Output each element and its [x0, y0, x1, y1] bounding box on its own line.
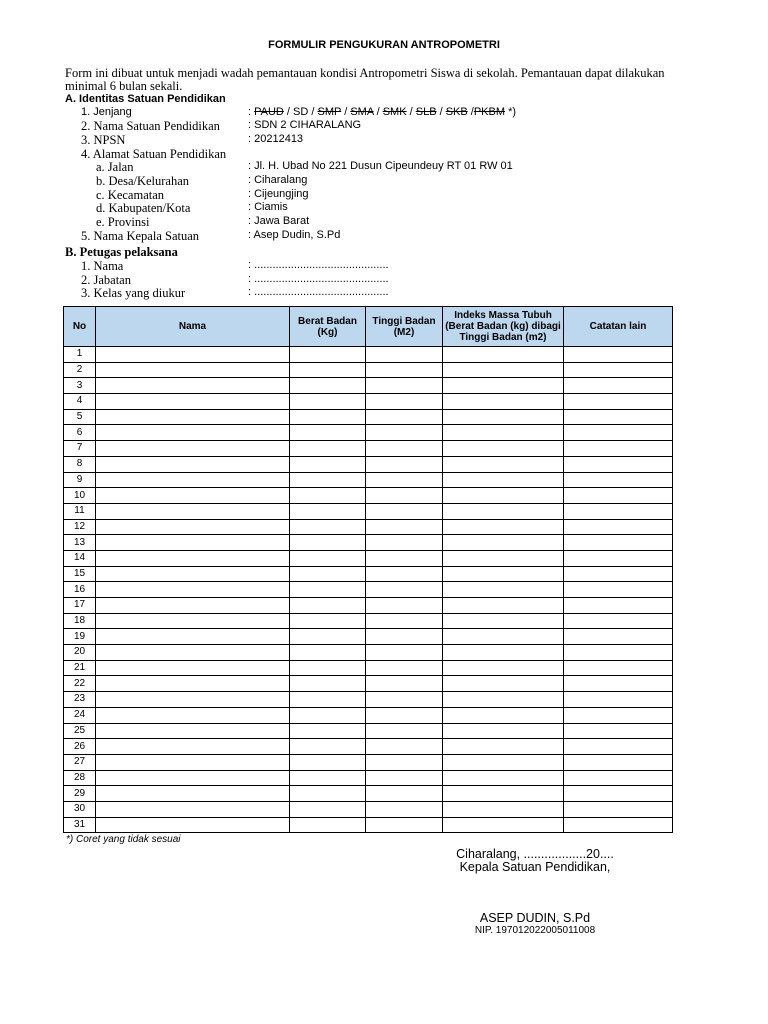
cell-nama[interactable]	[96, 503, 290, 519]
cell-nama[interactable]	[96, 598, 290, 614]
cell-catatan[interactable]	[564, 503, 673, 519]
cell-imt[interactable]	[443, 409, 564, 425]
cell-imt[interactable]	[443, 378, 564, 394]
cell-berat[interactable]	[290, 456, 366, 472]
table-row	[64, 817, 673, 833]
cell-tinggi[interactable]	[366, 441, 443, 457]
cell-berat[interactable]	[290, 692, 366, 708]
cell-berat[interactable]	[290, 676, 366, 692]
nama-satuan-label: 2. Nama Satuan Pendidikan	[81, 119, 220, 133]
signature-place-date: Ciharalang, ..................20....	[456, 847, 614, 861]
cell-no: 10	[64, 488, 96, 504]
cell-imt[interactable]	[443, 362, 564, 378]
cell-tinggi[interactable]	[366, 645, 443, 661]
cell-nama[interactable]	[96, 378, 290, 394]
cell-nama[interactable]	[96, 660, 290, 676]
table-row	[64, 362, 673, 378]
cell-nama[interactable]	[96, 770, 290, 786]
cell-berat[interactable]	[290, 770, 366, 786]
cell-nama[interactable]	[96, 629, 290, 645]
cell-tinggi[interactable]	[366, 786, 443, 802]
cell-tinggi[interactable]	[366, 613, 443, 629]
table-row	[64, 739, 673, 755]
cell-tinggi[interactable]	[366, 503, 443, 519]
cell-imt[interactable]	[443, 692, 564, 708]
cell-imt[interactable]	[443, 676, 564, 692]
table-row	[64, 582, 673, 598]
cell-berat[interactable]	[290, 645, 366, 661]
table-row	[64, 550, 673, 566]
table-row	[64, 676, 673, 692]
cell-tinggi[interactable]	[366, 817, 443, 833]
jenjang-label: 1. Jenjang	[81, 106, 132, 118]
cell-no: 23	[64, 692, 96, 708]
cell-imt[interactable]	[443, 488, 564, 504]
cell-no: 18	[64, 613, 96, 629]
cell-imt[interactable]	[443, 754, 564, 770]
kecamatan-label: c. Kecamatan	[96, 188, 165, 202]
cell-nama[interactable]	[96, 786, 290, 802]
cell-catatan[interactable]	[564, 535, 673, 551]
jenjang-option: SD	[293, 106, 309, 118]
cell-imt[interactable]	[443, 394, 564, 410]
cell-catatan[interactable]	[564, 566, 673, 582]
cell-nama[interactable]	[96, 645, 290, 661]
cell-catatan[interactable]	[564, 817, 673, 833]
jenjang-separator: /	[373, 106, 383, 118]
signature-role: Kepala Satuan Pendidikan,	[459, 860, 611, 874]
cell-nama[interactable]	[96, 566, 290, 582]
table-row	[64, 786, 673, 802]
petugas-nama-row	[0, 259, 768, 273]
cell-berat[interactable]	[290, 629, 366, 645]
table-body	[64, 347, 673, 833]
cell-imt[interactable]	[443, 786, 564, 802]
cell-no: 12	[64, 519, 96, 535]
table-row	[64, 754, 673, 770]
cell-catatan[interactable]	[564, 550, 673, 566]
table-row	[64, 409, 673, 425]
cell-nama[interactable]	[96, 739, 290, 755]
cell-tinggi[interactable]	[366, 425, 443, 441]
cell-berat[interactable]	[290, 598, 366, 614]
cell-nama[interactable]	[96, 582, 290, 598]
cell-nama[interactable]	[96, 394, 290, 410]
petugas-nama-label: 1. Nama	[81, 259, 124, 273]
cell-catatan[interactable]	[564, 629, 673, 645]
cell-berat[interactable]	[290, 754, 366, 770]
cell-catatan[interactable]	[564, 378, 673, 394]
cell-catatan[interactable]	[564, 394, 673, 410]
cell-tinggi[interactable]	[366, 676, 443, 692]
cell-catatan[interactable]	[564, 770, 673, 786]
cell-no: 8	[64, 456, 96, 472]
jenjang-option: SLB	[415, 106, 437, 118]
table-row	[64, 519, 673, 535]
cell-catatan[interactable]	[564, 519, 673, 535]
jenjang-option: SKB	[445, 106, 468, 118]
provinsi-row	[0, 215, 768, 229]
cell-catatan[interactable]	[564, 425, 673, 441]
jenjang-option: PAUD	[254, 106, 284, 118]
cell-no: 25	[64, 723, 96, 739]
petugas-jabatan-value: : ............................................	[248, 273, 389, 285]
cell-no: 30	[64, 801, 96, 817]
cell-nama[interactable]	[96, 692, 290, 708]
cell-imt[interactable]	[443, 535, 564, 551]
cell-nama[interactable]	[96, 472, 290, 488]
jenjang-suffix: *)	[505, 106, 517, 118]
petugas-kelas-value: : ............................................	[248, 286, 389, 298]
cell-catatan[interactable]	[564, 676, 673, 692]
jenjang-value	[248, 106, 516, 118]
cell-catatan[interactable]	[564, 347, 673, 363]
cell-imt[interactable]	[443, 613, 564, 629]
table-row	[64, 629, 673, 645]
cell-no: 3	[64, 378, 96, 394]
cell-imt[interactable]	[443, 723, 564, 739]
cell-tinggi[interactable]	[366, 456, 443, 472]
table-row	[64, 598, 673, 614]
cell-catatan[interactable]	[564, 723, 673, 739]
cell-imt[interactable]	[443, 441, 564, 457]
cell-imt[interactable]	[443, 770, 564, 786]
cell-catatan[interactable]	[564, 362, 673, 378]
cell-nama[interactable]	[96, 456, 290, 472]
cell-no: 27	[64, 754, 96, 770]
jenjang-option: SMK	[382, 106, 407, 118]
table-row	[64, 770, 673, 786]
jenjang-separator: /	[283, 106, 294, 118]
npsn-value: : 20212413	[248, 133, 304, 145]
cell-tinggi[interactable]	[366, 472, 443, 488]
cell-no: 21	[64, 660, 96, 676]
table-row	[64, 707, 673, 723]
table-row	[64, 378, 673, 394]
cell-tinggi[interactable]	[366, 723, 443, 739]
jalan-label: a. Jalan	[96, 160, 134, 174]
cell-imt[interactable]	[443, 598, 564, 614]
cell-berat[interactable]	[290, 362, 366, 378]
table-row	[64, 472, 673, 488]
table-row	[64, 347, 673, 363]
cell-tinggi[interactable]	[366, 692, 443, 708]
cell-catatan[interactable]	[564, 801, 673, 817]
jenjang-separator: /	[436, 106, 446, 118]
cell-tinggi[interactable]	[366, 347, 443, 363]
jenjang-separator: /	[308, 106, 318, 118]
cell-catatan[interactable]	[564, 472, 673, 488]
petugas-jabatan-label: 2. Jabatan	[81, 273, 131, 287]
cell-imt[interactable]	[443, 817, 564, 833]
cell-tinggi[interactable]	[366, 394, 443, 410]
jenjang-separator: /	[341, 106, 351, 118]
cell-nama[interactable]	[96, 676, 290, 692]
cell-berat[interactable]	[290, 425, 366, 441]
jenjang-separator: /	[467, 106, 474, 118]
cell-tinggi[interactable]	[366, 707, 443, 723]
header-imt: Indeks Massa Tubuh (Berat Badan (kg) dibagi Tinggi Badan (m2)	[443, 307, 564, 347]
petugas-kelas-row	[0, 286, 768, 300]
cell-no: 28	[64, 770, 96, 786]
cell-tinggi[interactable]	[366, 770, 443, 786]
cell-imt[interactable]	[443, 629, 564, 645]
cell-nama[interactable]	[96, 441, 290, 457]
cell-nama[interactable]	[96, 347, 290, 363]
cell-no: 11	[64, 503, 96, 519]
cell-imt[interactable]	[443, 566, 564, 582]
jenjang-option: SMA	[350, 106, 374, 118]
table-row	[64, 503, 673, 519]
kecamatan-row	[0, 188, 768, 202]
cell-nama[interactable]	[96, 488, 290, 504]
table-row	[64, 456, 673, 472]
cell-tinggi[interactable]	[366, 378, 443, 394]
kepala-value: : Asep Dudin, S.Pd	[248, 229, 341, 241]
table-row	[64, 535, 673, 551]
nama-satuan-value: : SDN 2 CIHARALANG	[248, 119, 362, 131]
cell-imt[interactable]	[443, 660, 564, 676]
cell-nama[interactable]	[96, 817, 290, 833]
table-row	[64, 488, 673, 504]
cell-no: 4	[64, 394, 96, 410]
cell-berat[interactable]	[290, 739, 366, 755]
alamat-row	[0, 147, 768, 161]
header-catatan: Catatan lain	[564, 307, 673, 347]
cell-catatan[interactable]	[564, 613, 673, 629]
cell-tinggi[interactable]	[366, 582, 443, 598]
cell-imt[interactable]	[443, 582, 564, 598]
cell-no: 9	[64, 472, 96, 488]
cell-catatan[interactable]	[564, 692, 673, 708]
cell-nama[interactable]	[96, 550, 290, 566]
header-no: No	[64, 307, 96, 347]
cell-no: 14	[64, 550, 96, 566]
table-row	[64, 425, 673, 441]
cell-imt[interactable]	[443, 739, 564, 755]
cell-no: 31	[64, 817, 96, 833]
kepala-label: 5. Nama Kepala Satuan	[81, 229, 200, 243]
cell-no: 17	[64, 598, 96, 614]
cell-catatan[interactable]	[564, 754, 673, 770]
jenjang-prefix: :	[248, 106, 255, 118]
cell-catatan[interactable]	[564, 582, 673, 598]
signature-name: ASEP DUDIN, S.Pd	[479, 911, 591, 925]
petugas-jabatan-row	[0, 273, 768, 287]
kecamatan-value: : Cijeungjing	[248, 188, 309, 200]
cell-imt[interactable]	[443, 707, 564, 723]
page-title: FORMULIR PENGUKURAN ANTROPOMETRI	[268, 39, 500, 51]
cell-catatan[interactable]	[564, 645, 673, 661]
cell-berat[interactable]	[290, 801, 366, 817]
table-row	[64, 692, 673, 708]
cell-berat[interactable]	[290, 707, 366, 723]
cell-tinggi[interactable]	[366, 409, 443, 425]
cell-berat[interactable]	[290, 723, 366, 739]
cell-nama[interactable]	[96, 801, 290, 817]
cell-nama[interactable]	[96, 535, 290, 551]
cell-catatan[interactable]	[564, 488, 673, 504]
measurement-table	[63, 306, 673, 833]
cell-catatan[interactable]	[564, 707, 673, 723]
petugas-nama-value: : ............................................	[248, 259, 389, 271]
cell-imt[interactable]	[443, 645, 564, 661]
header-tinggi: Tinggi Badan (M2)	[366, 307, 443, 347]
cell-no: 7	[64, 441, 96, 457]
section-b-heading: B. Petugas pelaksana	[65, 245, 178, 259]
table-row	[64, 645, 673, 661]
cell-catatan[interactable]	[564, 660, 673, 676]
cell-berat[interactable]	[290, 519, 366, 535]
cell-berat[interactable]	[290, 817, 366, 833]
table-row	[64, 660, 673, 676]
cell-imt[interactable]	[443, 456, 564, 472]
jalan-value: : Jl. H. Ubad No 221 Dusun Cipeundeuy RT 01 RW 01	[248, 160, 513, 172]
kepala-row	[0, 229, 768, 243]
intro-text: Form ini dibuat untuk menjadi wadah pemantauan kondisi Antropometri Siswa di sekolah. Pemantauan dapat dilakukan minimal 6 bulan sekali.	[65, 66, 665, 93]
jalan-row	[0, 160, 768, 174]
cell-imt[interactable]	[443, 425, 564, 441]
cell-catatan[interactable]	[564, 739, 673, 755]
table-row	[64, 566, 673, 582]
cell-berat[interactable]	[290, 378, 366, 394]
cell-nama[interactable]	[96, 723, 290, 739]
cell-berat[interactable]	[290, 347, 366, 363]
cell-berat[interactable]	[290, 582, 366, 598]
cell-tinggi[interactable]	[366, 519, 443, 535]
cell-tinggi[interactable]	[366, 801, 443, 817]
cell-no: 5	[64, 409, 96, 425]
cell-no: 29	[64, 786, 96, 802]
kabupaten-row	[0, 201, 768, 215]
cell-nama[interactable]	[96, 425, 290, 441]
cell-no: 6	[64, 425, 96, 441]
cell-tinggi[interactable]	[366, 598, 443, 614]
npsn-label: 3. NPSN	[81, 133, 126, 147]
alamat-label: 4. Alamat Satuan Pendidikan	[81, 147, 227, 161]
cell-imt[interactable]	[443, 503, 564, 519]
jenjang-option: SMP	[317, 106, 342, 118]
cell-catatan[interactable]	[564, 409, 673, 425]
cell-berat[interactable]	[290, 472, 366, 488]
cell-no: 24	[64, 707, 96, 723]
provinsi-label: e. Provinsi	[96, 215, 150, 229]
cell-no: 26	[64, 739, 96, 755]
cell-catatan[interactable]	[564, 598, 673, 614]
cell-tinggi[interactable]	[366, 660, 443, 676]
cell-nama[interactable]	[96, 519, 290, 535]
npsn-row	[0, 133, 768, 147]
provinsi-value: : Jawa Barat	[248, 215, 310, 227]
cell-imt[interactable]	[443, 472, 564, 488]
kabupaten-value: : Ciamis	[248, 201, 288, 213]
cell-imt[interactable]	[443, 801, 564, 817]
cell-berat[interactable]	[290, 409, 366, 425]
cell-tinggi[interactable]	[366, 362, 443, 378]
cell-berat[interactable]	[290, 535, 366, 551]
cell-berat[interactable]	[290, 394, 366, 410]
cell-no: 1	[64, 347, 96, 363]
cell-tinggi[interactable]	[366, 535, 443, 551]
jenjang-separator: /	[406, 106, 416, 118]
section-a-heading: A. Identitas Satuan Pendidikan	[65, 93, 226, 105]
header-nama: Nama	[96, 307, 290, 347]
cell-berat[interactable]	[290, 613, 366, 629]
jenjang-option: PKBM	[473, 106, 506, 118]
jenjang-row	[0, 106, 768, 120]
desa-value: : Ciharalang	[248, 174, 308, 186]
cell-nama[interactable]	[96, 707, 290, 723]
cell-no: 20	[64, 645, 96, 661]
cell-catatan[interactable]	[564, 441, 673, 457]
petugas-kelas-label: 3. Kelas yang diukur	[81, 286, 186, 300]
cell-berat[interactable]	[290, 488, 366, 504]
cell-tinggi[interactable]	[366, 550, 443, 566]
desa-row	[0, 174, 768, 188]
cell-imt[interactable]	[443, 519, 564, 535]
cell-berat[interactable]	[290, 550, 366, 566]
cell-no: 13	[64, 535, 96, 551]
cell-nama[interactable]	[96, 754, 290, 770]
cell-no: 2	[64, 362, 96, 378]
cell-berat[interactable]	[290, 660, 366, 676]
cell-no: 16	[64, 582, 96, 598]
table-row	[64, 441, 673, 457]
table-header-row	[64, 307, 673, 347]
cell-berat[interactable]	[290, 503, 366, 519]
cell-tinggi[interactable]	[366, 739, 443, 755]
cell-berat[interactable]	[290, 786, 366, 802]
cell-catatan[interactable]	[564, 786, 673, 802]
cell-nama[interactable]	[96, 409, 290, 425]
table-row	[64, 394, 673, 410]
table-row	[64, 723, 673, 739]
cell-nama[interactable]	[96, 362, 290, 378]
cell-tinggi[interactable]	[366, 754, 443, 770]
footnote: *) Coret yang tidak sesuai	[66, 834, 181, 845]
desa-label: b. Desa/Kelurahan	[96, 174, 190, 188]
nama-satuan-row	[0, 119, 768, 133]
cell-imt[interactable]	[443, 550, 564, 566]
cell-tinggi[interactable]	[366, 566, 443, 582]
cell-no: 22	[64, 676, 96, 692]
kabupaten-label: d. Kabupaten/Kota	[96, 201, 191, 215]
cell-berat[interactable]	[290, 441, 366, 457]
cell-imt[interactable]	[443, 347, 564, 363]
table-row	[64, 613, 673, 629]
cell-tinggi[interactable]	[366, 488, 443, 504]
signature-nip: NIP. 197012022005011008	[474, 925, 596, 936]
cell-no: 15	[64, 566, 96, 582]
cell-berat[interactable]	[290, 566, 366, 582]
cell-nama[interactable]	[96, 613, 290, 629]
table-row	[64, 801, 673, 817]
cell-tinggi[interactable]	[366, 629, 443, 645]
header-berat: Berat Badan (Kg)	[290, 307, 366, 347]
cell-catatan[interactable]	[564, 456, 673, 472]
cell-no: 19	[64, 629, 96, 645]
